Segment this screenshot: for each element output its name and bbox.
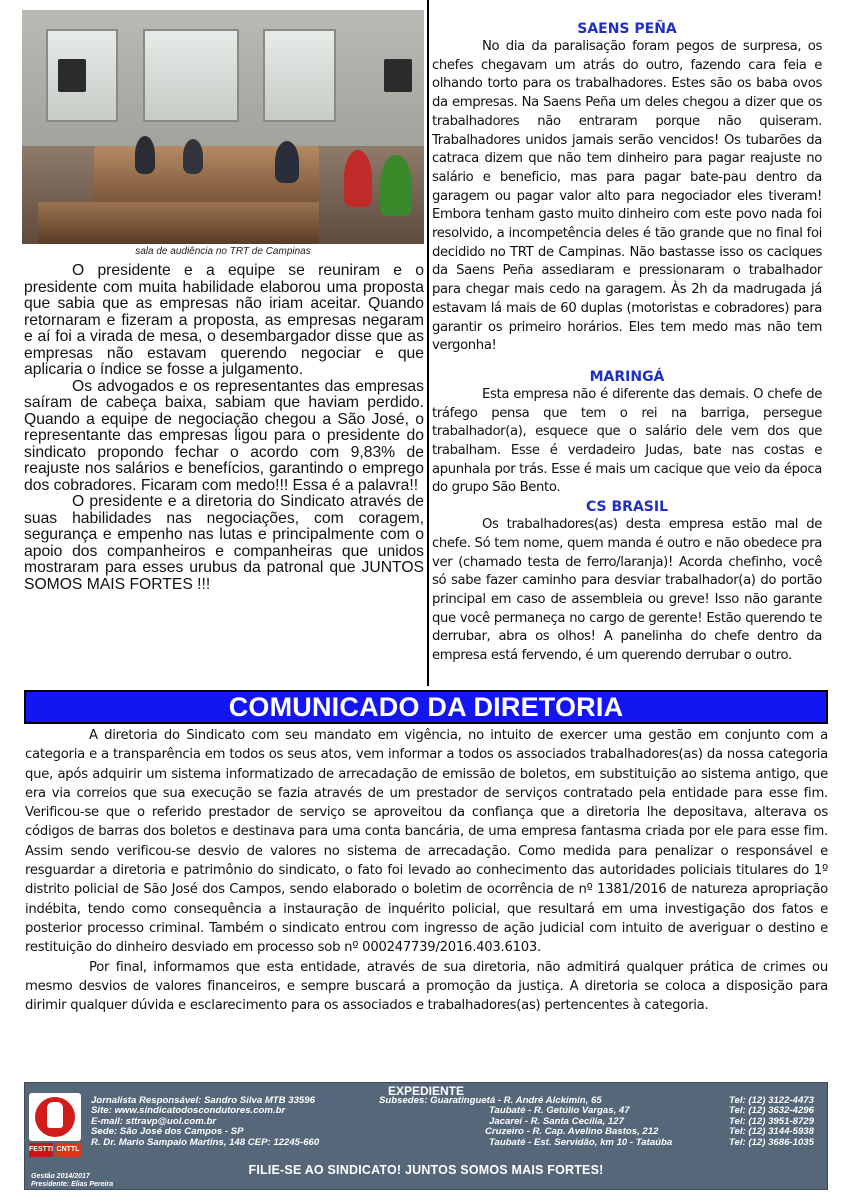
comunicado-paragraph: A diretoria do Sindicato com seu mandato em vigência, no intuito de exercer uma gestão em conjunto com a categoria e a transparência em todos os seus atos, vem informar a todos os associados trabalhadores(as) da nossa categoria que, após adquirir um sistema informatizado de arrecadação de emissão de boletos, em substituição ao sistema antigo, que era via correios que sua execução se fazia através de um prestador de serviços contratado pela entidade para esse fim. Verificou-se que o referido prestador de serviço se aproveitou da confiança que a diretoria lhe depositava, alterava os códigos de barras dos boletos e destinava para uma conta bancária, de uma empresa fantasma criada por ele para esse fim. Assim sendo verificou-se desvio de valores no sistema de arrecadação. Como medida para penalizar o responsável e resguardar a diretoria e patrimônio do sindicato, o fato foi levado ao conhecimento das autoridades policiais titulares do 1º distrito policial de São José dos Campos, sendo elaborado o boletim de ocorrência de nº 1381/2016 de natureza apropriação indébita, tendo como consequência a instauração de inquérito policial, que resultará em uma investigação dos fatos e posterior processo criminal. Também o sindicato entrou com ingresso de ação judicial com intuito de averiguar o destino e restituição do dinheiro desviado em processo sob nº 000247739/2016.403.6103. [25,728,828,956]
right-column-article [432,20,822,666]
photo-person [344,150,372,206]
phone-item: Tel: (12) 3122-4473 [729,1095,814,1106]
union-logos [29,1093,81,1169]
photo-table [38,202,319,244]
cnttl-logo: CNTTL [55,1143,81,1157]
slogan: FILIE-SE AO SINDICATO! JUNTOS SOMOS MAIS FORTES! [248,1163,604,1177]
courtroom-photo [22,10,424,244]
photo-caption: sala de audiência no TRT de Campinas [135,246,311,257]
president-name: Presidente: Elias Pereira [31,1181,114,1188]
expediente-footer [24,1082,828,1190]
section-title-saens-pena: SAENS PEÑA [577,21,677,37]
expediente-title: EXPEDIENTE [387,1084,465,1098]
contact-info [91,1096,319,1148]
fist-icon [47,1102,63,1128]
journalist-line: Jornalista Responsável: Sandro Silva MTB 33596 [91,1095,315,1106]
section-title-cs-brasil: CS BRASIL [586,499,668,516]
photo-speaker [58,59,86,92]
headquarters-line: Sede: São José dos Campos - SP [91,1126,244,1138]
article-paragraph: O presidente e a diretoria do Sindicato através de suas habilidades nas negociações, com coragem, segurança e empenho nas lutas e principalmente com o apoio dos companheiros e companheiras que unidos mostraram para esses urubus da patronal que JUNTOS SOMOS MAIS FORTES !!! [24,493,424,593]
photo-person [275,141,299,183]
comunicado-body [25,726,828,1015]
subsede-item: Jacareí - R. Santa Cecília, 127 [489,1115,624,1127]
section-text-saens-pena: No dia da paralisação foram pegos de surpresa, os chefes chegavam um atrás do outro, fazendo cara feia e olhando torto para os trabalhadores. Estes são os baba ovos da empresas. Na Saens Peña um deles chegou a dizer que os trabalhadores não entraram porque não quiseram. Trabalhadores unidos jamais serão vencidos! Os tubarões da catraca dizem que não tem dinheiro para pagar reajuste no salário e beneficio, mas para pagar bate-pau dentro da garagem ou pagar valor alto para negociador eles tiveram! Embora tenham gasto muito dinheiro com este povo nada foi resolvido, a incompetência deles é tão grande que no final foi decidido no TRT de Campinas. Não bastasse isso os caciques da Saens Peña assediaram e pressionaram o trabalhador para chegar mais cedo na garagem. Às 2h da madrugada já estavam lá mais de 60 duplas (motoristas e cobradores) para garantir os primeiro horários. Eles tem medo mas não tem vergonha! [432,39,822,354]
photo-window [263,29,335,123]
column-divider [427,0,429,686]
gestao-period: Gestão 2014/2017 [31,1173,90,1180]
subsede-item: Subsedes: Guaratinguetá - R. André Alckimin, 65 [379,1095,602,1106]
article-paragraph: Os advogados e os representantes das empresas saíram de cabeça baixa, sabiam que haviam perdido. Quando a equipe de negociação chegou a São José, o representante das empresas ligou para o presidente do sindicato propondo fechar o acordo com 9,83% de reajuste nos salários e benefícios, garantindo o emprego dos cobradores. Ficaram com medo!!! Essa é a palavra!! [24,377,424,494]
comunicado-paragraph: Por final, informamos que esta entidade, através de sua diretoria, não admitirá qualquer prática de crimes ou mesmo desvios de valores financeiros, e sempre buscará a promoção da justiça. A diretoria se coloca a disposição para dirimir qualquer dúvida e esclarecimento para os associados e trabalhadores(as) pertencentes à categoria. [25,959,828,1014]
subsede-item: Taubaté - R. Getúlio Vargas, 47 [489,1105,630,1117]
section-title-maringa: MARINGÁ [589,368,665,385]
photo-speaker [384,59,412,92]
phone-item: Tel: (12) 3951-8729 [729,1115,814,1127]
phone-item: Tel: (12) 3632-4296 [729,1105,814,1117]
email-link[interactable]: E-mail: sttravp@uol.com.br [91,1115,217,1127]
subsedes-list [379,1096,672,1148]
section-text-cs-brasil: Os trabalhadores(as) desta empresa estão mal de chefe. Só tem nome, quem manda é outro e não obedece pra ver (chamado testa de ferro/laranja)! Acorda chefinho, você só sabe fazer caminho para desviar trabalhador(a) do portão principal em caso de assembleia ou greve! Isso não garante que você permaneça no cargo de gerente! Estão querendo te derrubar, abra os olhos! A panelinha do chefe dentro da empresa está fervendo, é um querendo derrubar o outro. [432,517,822,664]
subsede-item: Cruzeiro - R. Cap. Avelino Bastos, 212 [485,1126,659,1138]
photo-person [380,155,412,216]
site-link[interactable]: Site: www.sindicatodoscondutores.com.br [91,1105,286,1117]
phones-list [729,1096,814,1148]
section-text-maringa: Esta empresa não é diferente das demais. O chefe de tráfego pensa que tem o rei na barriga, persegue trabalhador(a), esquece que o salário dele vem dos que trabalham. Esse é verdadeiro Judas, bate nas costas e apunhala por trás. Esse é mais um cacique que veio da época do grupo São Bento. [432,386,822,496]
subsede-item: Taubaté - Est. Servidão, km 10 - Tataúba [489,1136,673,1148]
phone-item: Tel: (12) 3686-1035 [729,1136,814,1148]
photo-person [183,139,203,174]
photo-person [135,136,155,173]
festti-logo: FESTTI [29,1143,53,1157]
photo-window [143,29,239,123]
article-paragraph: O presidente e a equipe se reuniram e o presidente com muita habilidade elaborou uma proposta que sabia que as empresas não iriam aceitar. Quando retornaram e fizeram a proposta, as empresas negaram e aí foi a virada de mesa, o desembargador disse que as empresas não estavam querendo negociar e que aplicaria o índice se fosse a julgamento. [24,262,424,378]
cut-logo [29,1093,81,1141]
address-line: R. Dr. Mario Sampaio Martins, 148 CEP: 12245-660 [91,1136,320,1148]
phone-item: Tel: (12) 3144-5938 [729,1126,814,1138]
comunicado-banner: COMUNICADO DA DIRETORIA [24,690,828,724]
left-column-article [24,263,424,593]
